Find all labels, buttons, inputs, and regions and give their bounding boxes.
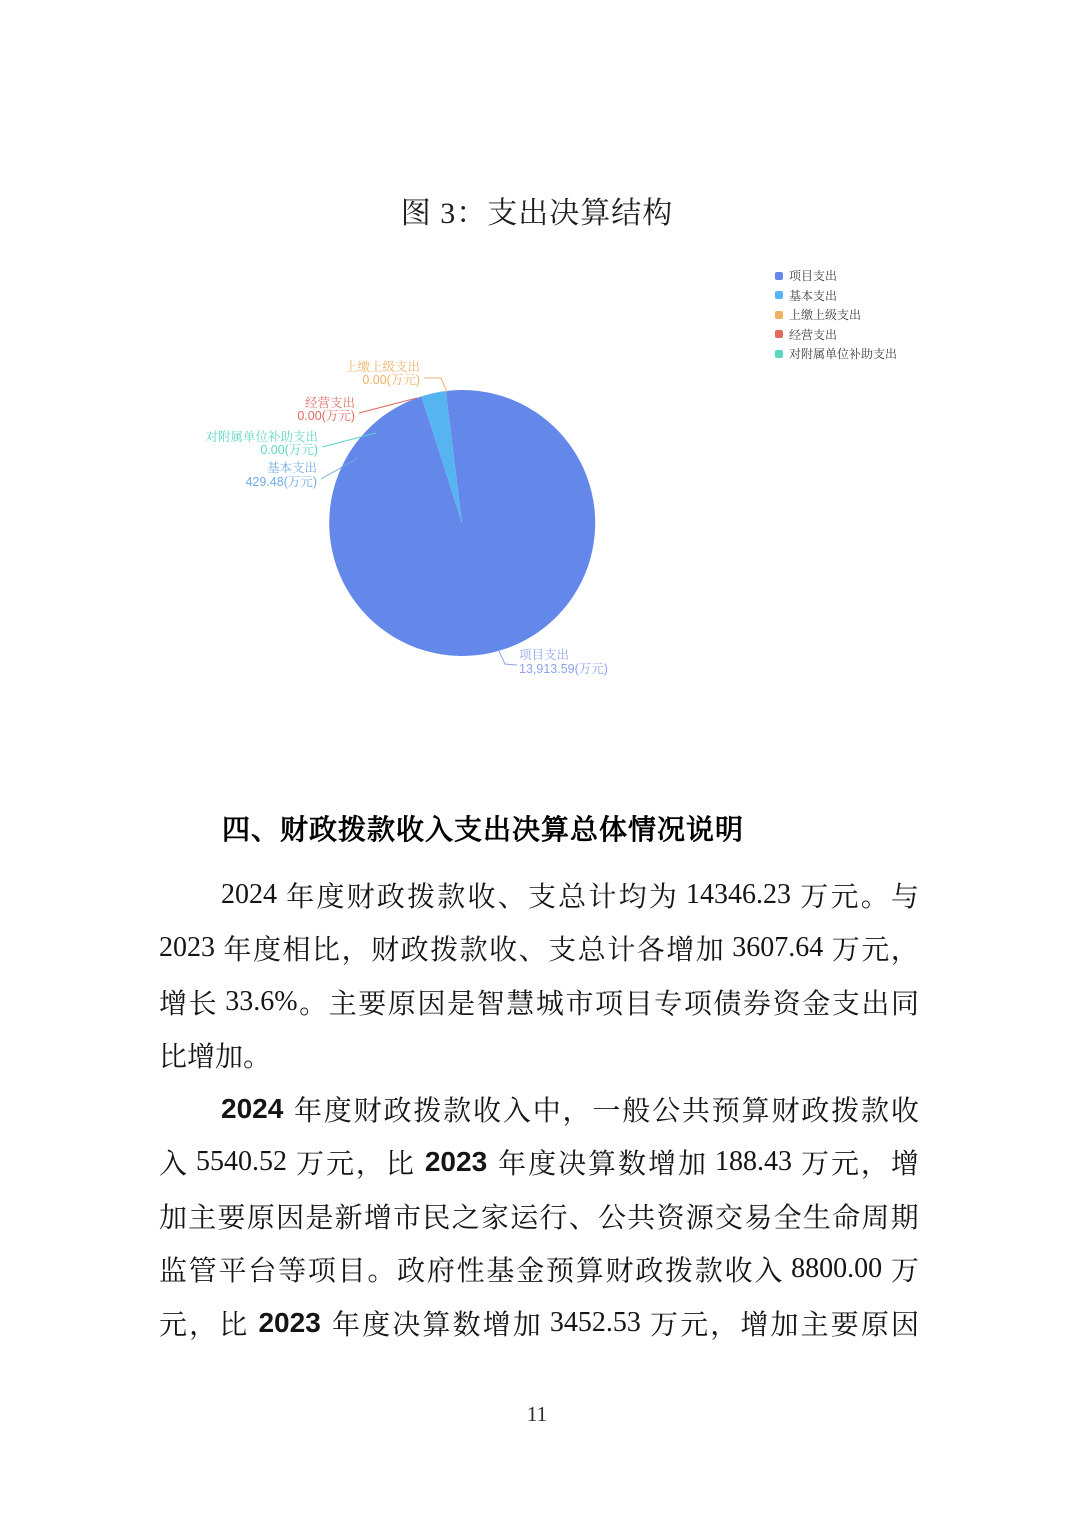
text-token: 政 xyxy=(376,881,405,913)
text-token: 易 xyxy=(744,1202,773,1234)
text-token: 决 xyxy=(558,1149,587,1181)
legend-label: 对附属单位补助支出 xyxy=(789,347,898,362)
text-token: 要 xyxy=(358,988,387,1020)
text-token: 万 xyxy=(649,1309,678,1341)
text-token: 公 xyxy=(652,1095,681,1127)
text-token: 预 xyxy=(711,1095,740,1127)
bold-year-text: 2023 xyxy=(424,1146,488,1178)
text-token: 命 xyxy=(832,1202,861,1234)
text-token: 监 xyxy=(159,1256,188,1288)
text-token: ， xyxy=(189,1309,218,1341)
text-token: 资 xyxy=(772,988,801,1020)
text-token: 财 xyxy=(605,1256,634,1288)
text-token: 算 xyxy=(588,1149,617,1181)
text-token: ， xyxy=(890,935,919,967)
text-token xyxy=(285,1093,292,1125)
text-token: 拨 xyxy=(665,1256,694,1288)
text-token: 万 xyxy=(890,1256,919,1288)
text-token: 政 xyxy=(400,935,429,967)
pie-label-name: 经营支出 xyxy=(304,396,355,410)
text-token: 款 xyxy=(860,1095,889,1127)
text-token: 年 xyxy=(332,1309,361,1341)
text-token: 元 xyxy=(830,1149,859,1181)
text-token: 比 xyxy=(312,935,341,967)
text-token: 市 xyxy=(565,988,594,1020)
expenditure-pie-chart xyxy=(0,250,1074,720)
text-token: 5540.52 xyxy=(188,1146,294,1178)
text-token: 年 xyxy=(293,1095,322,1127)
text-token: 政 xyxy=(801,1095,830,1127)
text-token: 8800.00 xyxy=(784,1253,890,1285)
text-token: 。 xyxy=(299,988,328,1020)
text-token: 要 xyxy=(217,1202,246,1234)
text-token: 目 xyxy=(337,1256,366,1288)
text-token: 原 xyxy=(387,988,416,1020)
page-number: 11 xyxy=(526,1402,548,1426)
text-token: 等 xyxy=(278,1256,307,1288)
text-token: 要 xyxy=(830,1309,859,1341)
text-token: 预 xyxy=(545,1256,574,1288)
legend-swatch-icon xyxy=(775,311,783,319)
text-token: 财 xyxy=(353,1095,382,1127)
text-token: 增 xyxy=(187,1042,216,1074)
text-token: 度 xyxy=(362,1309,391,1341)
text-token: 增 xyxy=(482,1309,511,1341)
text-token: 相 xyxy=(282,935,311,967)
text-token: 慧 xyxy=(506,988,535,1020)
text-token: 是 xyxy=(305,1202,334,1234)
pie-label-value: 13,913.59(万元) xyxy=(519,662,608,676)
text-line xyxy=(159,922,919,976)
pie-slice xyxy=(329,390,595,656)
text-token: 金 xyxy=(802,988,831,1020)
text-token xyxy=(489,1146,496,1178)
text-token: 元 xyxy=(830,881,859,913)
text-token: 元 xyxy=(159,1309,188,1341)
text-token: 3452.53 xyxy=(542,1306,648,1338)
text-token: 因 xyxy=(276,1202,305,1234)
text-token: 家 xyxy=(480,1202,509,1234)
legend-label: 基本支出 xyxy=(789,288,838,303)
text-token: 。 xyxy=(367,1256,396,1288)
text-token: 期 xyxy=(890,1202,919,1234)
text-token: 增 xyxy=(666,935,695,967)
text-token: 债 xyxy=(713,988,742,1020)
text-line xyxy=(159,1029,919,1083)
text-token: 元 xyxy=(680,1309,709,1341)
legend-item xyxy=(775,344,897,364)
legend-label: 经营支出 xyxy=(789,327,838,342)
text-token: 生 xyxy=(802,1202,831,1234)
legend-swatch-icon xyxy=(775,330,783,338)
legend-swatch-icon xyxy=(775,350,783,358)
text-token: 2023 xyxy=(159,932,222,964)
text-token xyxy=(323,1307,330,1339)
text-token: 新 xyxy=(334,1202,363,1234)
text-token: 年 xyxy=(498,1149,527,1181)
text-token: 出 xyxy=(861,988,890,1020)
text-token: 拨 xyxy=(413,1095,442,1127)
text-token: 加 xyxy=(770,1309,799,1341)
text-token: 算 xyxy=(741,1095,770,1127)
text-token: 与 xyxy=(890,881,919,913)
text-token: 全 xyxy=(773,1202,802,1234)
text-token: 增 xyxy=(363,1202,392,1234)
text-token: ， xyxy=(355,1149,384,1181)
text-token: 政 xyxy=(397,1256,426,1288)
text-token: 计 xyxy=(588,881,617,913)
text-token: 元 xyxy=(325,1149,354,1181)
text-token: 交 xyxy=(715,1202,744,1234)
text-token: 均 xyxy=(618,881,647,913)
text-token: 、 xyxy=(518,935,547,967)
legend-item xyxy=(775,266,897,286)
text-token: ， xyxy=(562,1095,591,1127)
text-token: 增 xyxy=(648,1149,677,1181)
text-token: 14346.23 xyxy=(679,878,799,910)
text-token: 度 xyxy=(253,935,282,967)
text-token: 源 xyxy=(685,1202,714,1234)
legend-label: 项目支出 xyxy=(789,269,838,284)
text-token: 专 xyxy=(654,988,683,1020)
text-token: 因 xyxy=(890,1309,919,1341)
text-token: 万 xyxy=(831,935,860,967)
text-token: 元 xyxy=(861,935,890,967)
text-token: 总 xyxy=(558,881,587,913)
pie-label-name: 项目支出 xyxy=(519,648,570,662)
bold-year-text: 2024 xyxy=(221,1092,284,1124)
text-token: 财 xyxy=(771,1095,800,1127)
pie-label-name: 对附属单位补助支出 xyxy=(205,430,318,444)
text-token: 加 xyxy=(215,1042,244,1074)
text-token: 比 xyxy=(385,1149,414,1181)
text-token: 项 xyxy=(307,1256,336,1288)
text-token: 比 xyxy=(219,1309,248,1341)
text-token: 度 xyxy=(528,1149,557,1181)
figure-title: 图 3：支出决算结构 xyxy=(400,197,674,230)
text-token: 支 xyxy=(527,881,556,913)
text-token: 共 xyxy=(681,1095,710,1127)
text-token: 。 xyxy=(243,1042,272,1074)
text-token: 平 xyxy=(218,1256,247,1288)
text-token: 。 xyxy=(860,881,889,913)
text-token: 、 xyxy=(568,1202,597,1234)
text-token: 是 xyxy=(447,988,476,1020)
text-token: 拨 xyxy=(430,935,459,967)
text-token: 中 xyxy=(532,1095,561,1127)
text-token: 计 xyxy=(607,935,636,967)
text-token: 度 xyxy=(316,881,345,913)
pie-label-name: 基本支出 xyxy=(266,461,317,475)
text-token: 增 xyxy=(890,1149,919,1181)
paragraph xyxy=(159,868,919,1082)
pie-chart-canvas xyxy=(0,250,1074,720)
text-token: 因 xyxy=(417,988,446,1020)
section-heading: 四、财政拨款收入支出决算总体情况说明 xyxy=(222,814,745,845)
text-token: 各 xyxy=(636,935,665,967)
text-token: 目 xyxy=(624,988,653,1020)
text-token: 3607.64 xyxy=(725,932,831,964)
bold-year-text: 2023 xyxy=(258,1306,321,1338)
text-token: 民 xyxy=(422,1202,451,1234)
text-token: 主 xyxy=(800,1309,829,1341)
pie-label-name: 上缴上级支出 xyxy=(344,360,420,374)
text-token: 总 xyxy=(577,935,606,967)
legend-swatch-icon xyxy=(775,291,783,299)
text-token xyxy=(249,1307,256,1339)
text-token: 府 xyxy=(426,1256,455,1288)
text-token: 33.6% xyxy=(218,985,298,1017)
text-token: 原 xyxy=(246,1202,275,1234)
text-token: 算 xyxy=(422,1309,451,1341)
pie-label-line xyxy=(424,378,447,392)
text-token: ， xyxy=(710,1309,739,1341)
text-token: 主 xyxy=(188,1202,217,1234)
text-token: 基 xyxy=(486,1256,515,1288)
text-token: 台 xyxy=(248,1256,277,1288)
text-token: 管 xyxy=(188,1256,217,1288)
text-token: 2024 xyxy=(221,878,284,910)
pie-label-value: 0.00(万元) xyxy=(260,443,318,457)
text-token: 市 xyxy=(393,1202,422,1234)
text-line xyxy=(159,868,919,922)
text-line xyxy=(159,1082,919,1136)
text-token: 年 xyxy=(223,935,252,967)
text-token: 拨 xyxy=(407,881,436,913)
text-token: 收 xyxy=(890,1095,919,1127)
text-token: 周 xyxy=(861,1202,890,1234)
text-token: 项 xyxy=(683,988,712,1020)
text-token: 长 xyxy=(188,988,217,1020)
text-token: 入 xyxy=(159,1149,188,1181)
text-token: 政 xyxy=(383,1095,412,1127)
legend-item xyxy=(775,305,897,325)
text-line xyxy=(159,1243,919,1297)
text-token: 年 xyxy=(286,881,315,913)
text-token: 188.43 xyxy=(707,1146,799,1178)
text-token: 万 xyxy=(800,881,829,913)
text-token: 比 xyxy=(159,1042,188,1074)
text-line xyxy=(159,1189,919,1243)
text-token: 共 xyxy=(627,1202,656,1234)
text-token: 支 xyxy=(831,988,860,1020)
text-token: 资 xyxy=(656,1202,685,1234)
text-token: 万 xyxy=(295,1149,324,1181)
text-token: 财 xyxy=(371,935,400,967)
text-token: 款 xyxy=(459,935,488,967)
text-token: 性 xyxy=(456,1256,485,1288)
text-token: 度 xyxy=(323,1095,352,1127)
text-token: 收 xyxy=(473,1095,502,1127)
text-token: 主 xyxy=(328,988,357,1020)
text-token: 数 xyxy=(452,1309,481,1341)
text-token: 之 xyxy=(451,1202,480,1234)
body-text xyxy=(159,868,919,1350)
text-token: 券 xyxy=(743,988,772,1020)
text-token: 政 xyxy=(635,1256,664,1288)
text-token: 公 xyxy=(597,1202,626,1234)
text-token: 一 xyxy=(592,1095,621,1127)
text-token: 支 xyxy=(548,935,577,967)
text-token: 、 xyxy=(497,881,526,913)
text-token: 金 xyxy=(516,1256,545,1288)
text-token: 同 xyxy=(890,988,919,1020)
text-token: 城 xyxy=(535,988,564,1020)
pie-label-line xyxy=(499,651,517,665)
text-token: 算 xyxy=(575,1256,604,1288)
text-token: 数 xyxy=(618,1149,647,1181)
pie-label-value: 0.00(万元) xyxy=(297,409,355,423)
text-token: 加 xyxy=(512,1309,541,1341)
text-token: 收 xyxy=(489,935,518,967)
text-token: 项 xyxy=(595,988,624,1020)
text-token: 拨 xyxy=(831,1095,860,1127)
legend-item xyxy=(775,325,897,345)
text-line xyxy=(159,1296,919,1350)
text-token: ， xyxy=(341,935,370,967)
text-token: 增 xyxy=(159,988,188,1020)
text-token: 财 xyxy=(346,881,375,913)
text-token: 加 xyxy=(678,1149,707,1181)
text-token: 收 xyxy=(467,881,496,913)
text-token: 入 xyxy=(754,1256,783,1288)
text-token xyxy=(416,1146,423,1178)
text-line xyxy=(159,975,919,1029)
text-line xyxy=(159,1136,919,1190)
text-token: 款 xyxy=(443,1095,472,1127)
legend-label: 上缴上级支出 xyxy=(789,308,862,323)
text-token: 智 xyxy=(476,988,505,1020)
legend-item xyxy=(775,286,897,306)
paragraph xyxy=(159,1082,919,1350)
text-token: 决 xyxy=(392,1309,421,1341)
text-token: 为 xyxy=(648,881,677,913)
text-token: 款 xyxy=(694,1256,723,1288)
text-token: 运 xyxy=(510,1202,539,1234)
text-token: 加 xyxy=(695,935,724,967)
text-token: ， xyxy=(860,1149,889,1181)
text-token: 原 xyxy=(860,1309,889,1341)
text-token: 般 xyxy=(622,1095,651,1127)
legend-swatch-icon xyxy=(775,272,783,280)
chart-legend xyxy=(775,266,897,364)
text-token: 增 xyxy=(740,1309,769,1341)
text-token: 行 xyxy=(539,1202,568,1234)
text-token: 万 xyxy=(800,1149,829,1181)
text-token: 款 xyxy=(437,881,466,913)
pie-label-value: 0.00(万元) xyxy=(362,373,420,387)
text-token: 入 xyxy=(502,1095,531,1127)
text-token: 加 xyxy=(159,1202,188,1234)
text-token: 收 xyxy=(724,1256,753,1288)
pie-label-value: 429.48(万元) xyxy=(245,475,317,489)
